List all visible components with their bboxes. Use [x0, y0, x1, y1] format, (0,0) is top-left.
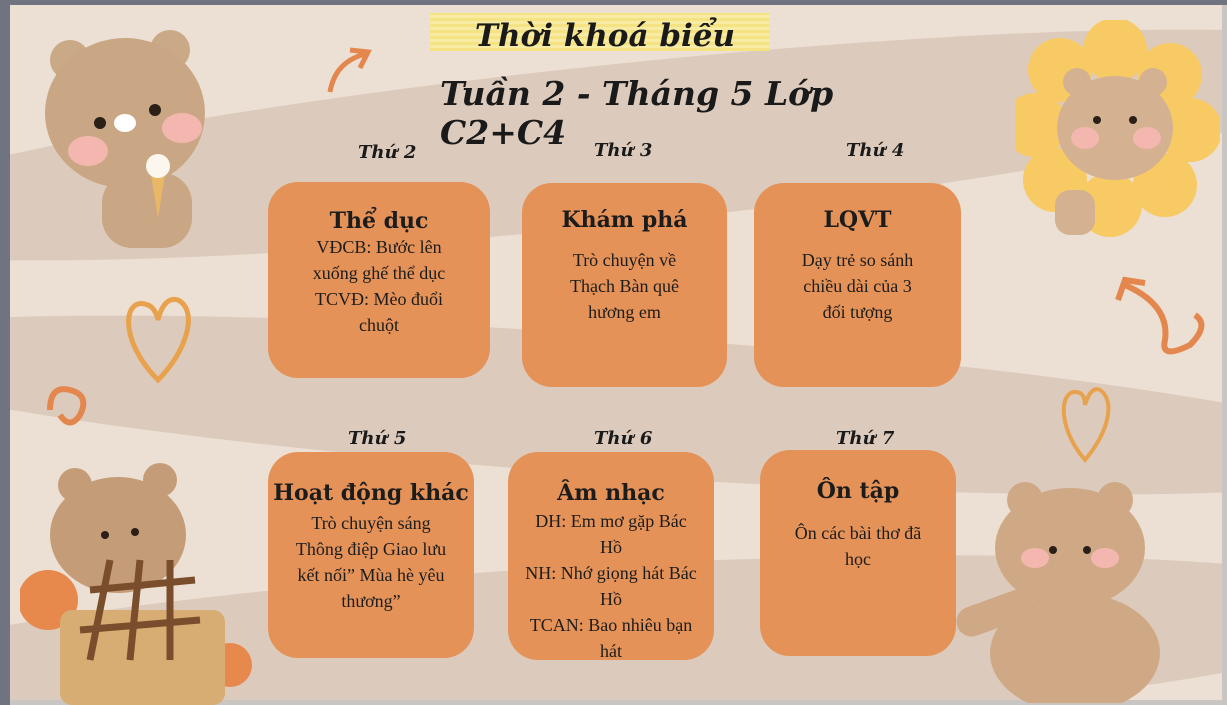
day-label-thu-4: Thứ 4 — [846, 140, 905, 161]
card-line: học — [845, 549, 871, 569]
arrow-doodle-icon — [1110, 265, 1220, 365]
card-content — [754, 247, 961, 325]
card-line: kết nối” Mùa hè yêu — [297, 565, 445, 585]
card-line: Trò chuyện về — [572, 250, 677, 270]
card-subject: Âm nhạc — [557, 480, 665, 506]
schedule-card-thu-6 — [508, 452, 714, 660]
page-subtitle: Tuần 2 - Tháng 5 Lớp C2+C4 — [440, 74, 834, 152]
day-label-thu-7: Thứ 7 — [836, 428, 895, 449]
card-line: Trò chuyện sáng — [311, 513, 431, 533]
schedule-card-thu-5 — [268, 452, 474, 658]
card-line: Dạy trẻ so sánh — [801, 250, 914, 270]
card-subject: Khám phá — [561, 207, 688, 233]
card-line: chuột — [359, 315, 399, 335]
heart-doodle-icon — [1055, 375, 1115, 465]
card-line: Ôn các bài thơ đã — [794, 523, 922, 543]
card-line: đối tượng — [822, 302, 893, 322]
day-label-thu-6: Thứ 6 — [594, 428, 653, 449]
swirl-doodle-icon — [40, 380, 100, 440]
card-line: TCAN: Bao nhiêu bạn — [529, 615, 693, 635]
card-content — [522, 247, 727, 325]
card-line: thương” — [341, 591, 401, 611]
card-line: VĐCB: Bước lên — [316, 237, 442, 257]
bear-icecream-sticker — [40, 18, 240, 258]
card-line: Thông điệp Giao lưu — [295, 539, 447, 559]
card-line: DH: Em mơ gặp Bác — [535, 511, 687, 531]
card-line: hát — [600, 641, 622, 661]
card-line: Hồ — [600, 537, 622, 557]
card-line: Hồ — [600, 589, 622, 609]
schedule-card-thu-3 — [522, 183, 727, 387]
bear-flower-sticker — [1015, 20, 1220, 250]
card-content — [268, 234, 490, 338]
card-line: Thạch Bàn quê — [570, 276, 679, 296]
card-subject: LQVT — [823, 207, 892, 233]
card-line: hương em — [588, 302, 661, 322]
card-line: TCVĐ: Mèo đuổi — [315, 289, 443, 309]
card-line: xuống ghế thể dục — [312, 263, 446, 283]
heart-doodle-icon — [118, 280, 198, 390]
card-subject: Thể dục — [329, 208, 429, 234]
schedule-card-thu-4 — [754, 183, 961, 387]
card-subject: Ôn tập — [816, 478, 900, 504]
card-line: NH: Nhớ giọng hát Bác — [525, 563, 697, 583]
page-title: Thời khoá biểu — [474, 18, 736, 54]
schedule-card-thu-7 — [760, 450, 956, 656]
card-content — [760, 520, 956, 572]
schedule-card-thu-2 — [268, 182, 490, 378]
arrow-doodle-icon — [320, 42, 380, 102]
bear-sitting-sticker — [955, 478, 1180, 703]
bear-basket-sticker — [20, 460, 255, 705]
day-label-thu-3: Thứ 3 — [594, 140, 653, 161]
day-label-thu-5: Thứ 5 — [348, 428, 407, 449]
card-content — [268, 510, 474, 614]
window-left-edge — [0, 0, 10, 705]
day-label-thu-2: Thứ 2 — [358, 142, 417, 163]
card-content — [500, 508, 722, 664]
card-subject: Hoạt động khác — [273, 480, 469, 506]
card-line: chiều dài của 3 — [803, 276, 912, 296]
